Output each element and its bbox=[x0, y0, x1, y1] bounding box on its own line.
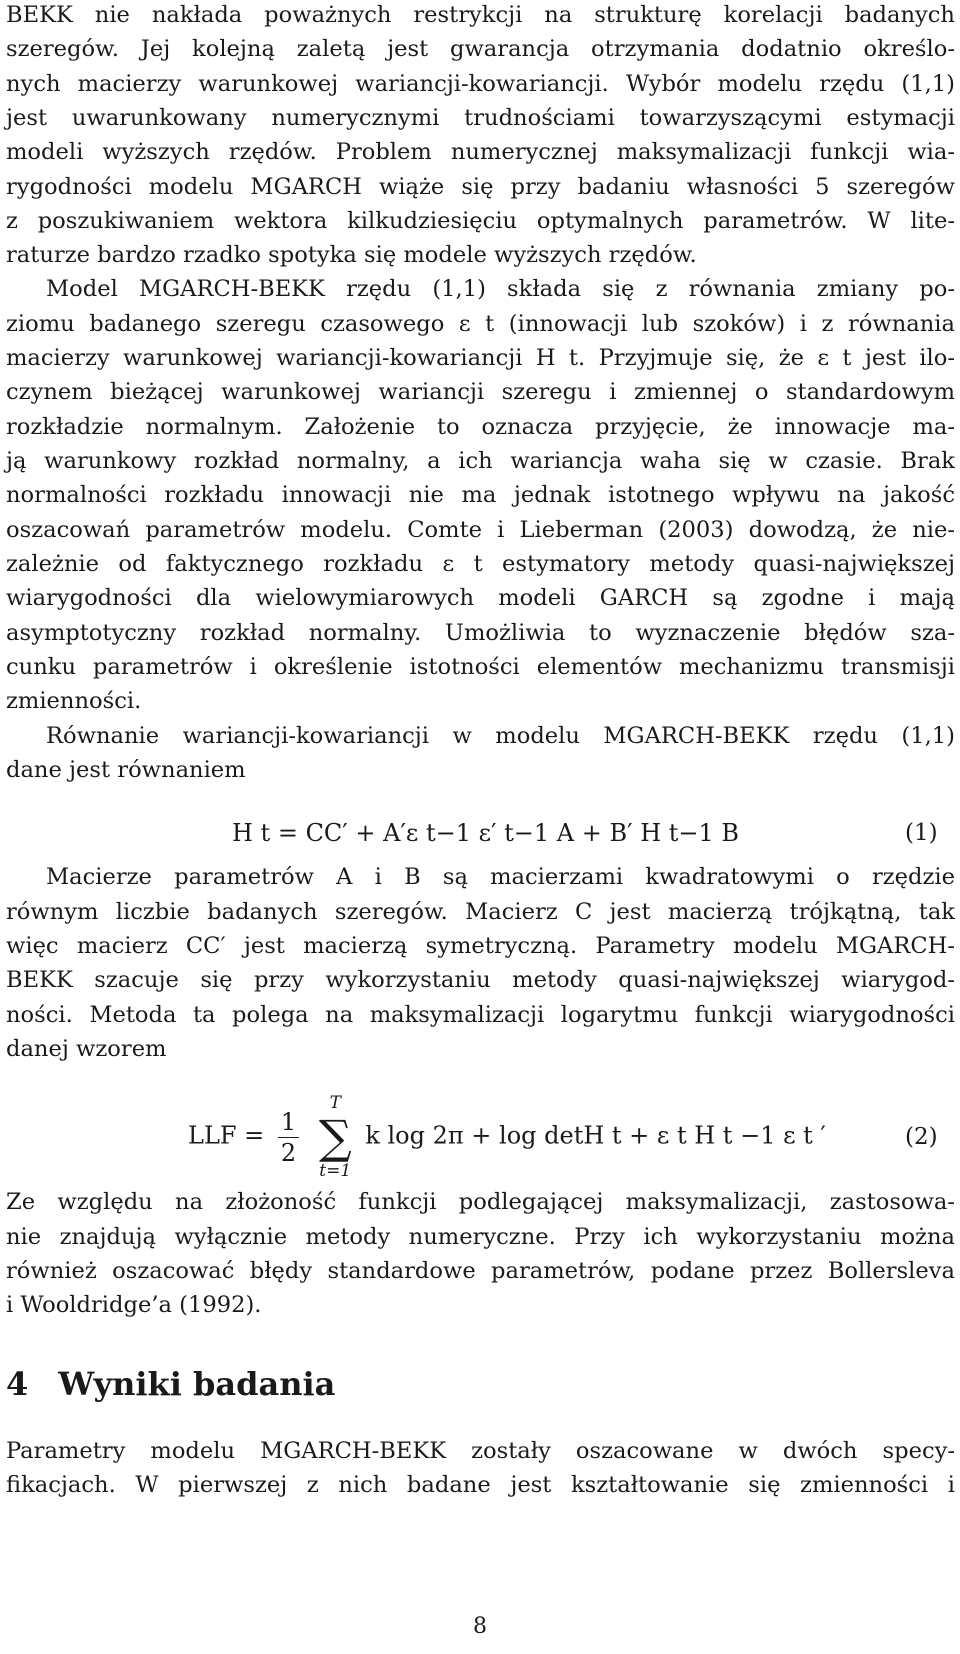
text-line: danej wzorem bbox=[6, 1036, 167, 1062]
text-line: z poszukiwaniem wektora kilkudziesięciu optymalnych parametrów. W lite- bbox=[6, 208, 955, 234]
text-line: BEKK szacuje się przy wykorzystaniu metody quasi-największej wiarygod- bbox=[6, 967, 955, 993]
equation-1-number: (1) bbox=[905, 820, 938, 846]
text-line: nych macierzy warunkowej wariancji-kowariancji. Wybór modelu rzędu (1,1) bbox=[6, 71, 955, 97]
text-line: nie znajdują wyłącznie metody numeryczne. Przy ich wykorzystaniu można bbox=[6, 1224, 955, 1250]
text-line: dane jest równaniem bbox=[6, 757, 246, 783]
text-line: normalności rozkładu innowacji nie ma jednak istotnego wpływu na jakość bbox=[6, 482, 955, 508]
text-line: również oszacować błędy standardowe parametrów, podane przez Bollersleva bbox=[6, 1258, 955, 1284]
summation-sign: ∑ bbox=[318, 1110, 352, 1164]
equation-2-number: (2) bbox=[905, 1124, 938, 1150]
text-line: jest uwarunkowany numerycznymi trudnościami towarzyszącymi estymacji bbox=[6, 105, 955, 131]
paragraph-first-line: Macierze parametrów A i B są macierzami kwadratowymi o rzędzie bbox=[46, 864, 955, 890]
text-line: Ze względu na złożoność funkcji podlegającej maksymalizacji, zastosowa- bbox=[6, 1189, 955, 1215]
text-line: więc macierz CC′ jest macierzą symetryczną. Parametry modelu MGARCH- bbox=[6, 933, 955, 959]
text-line: rozkładzie normalnym. Założenie to oznacza przyjęcie, że innowacje ma- bbox=[6, 414, 955, 440]
page-number: 8 bbox=[473, 1614, 487, 1639]
summation bbox=[319, 1091, 352, 1183]
equation-2-lhs: LLF = bbox=[188, 1121, 265, 1150]
text-line: raturze bardzo rzadko spotyka się modele wyższych rzędów. bbox=[6, 242, 697, 268]
text-line: Parametry modelu MGARCH-BEKK zostały oszacowane w dwóch specy- bbox=[6, 1438, 955, 1464]
summation-upper-limit: T bbox=[329, 1093, 341, 1113]
text-line: czynem bieżącej warunkowej wariancji szeregu i zmiennej o standardowym bbox=[6, 379, 955, 405]
text-line: cunku parametrów i określenie istotności elementów mechanizmu transmisji bbox=[6, 654, 955, 680]
summation-lower-limit: t=1 bbox=[319, 1161, 352, 1181]
text-line: ności. Metoda ta polega na maksymalizacji logarytmu funkcji wiarygodności bbox=[6, 1002, 955, 1028]
text-line: macierzy warunkowej wariancji-kowariancji H t. Przyjmuje się, że ε t jest ilo- bbox=[6, 345, 955, 371]
text-line: szeregów. Jej kolejną zaletą jest gwarancja otrzymania dodatnio określo- bbox=[6, 36, 955, 62]
text-line: fikacjach. W pierwszej z nich badane jest kształtowanie się zmienności i bbox=[6, 1472, 955, 1498]
paragraph-first-line: Równanie wariancji-kowariancji w modelu MGARCH-BEKK rzędu (1,1) bbox=[46, 723, 955, 749]
text-line: modeli wyższych rzędów. Problem numerycznej maksymalizacji funkcji wia- bbox=[6, 139, 955, 165]
text-line: rygodności modelu MGARCH wiąże się przy badaniu własności 5 szeregów bbox=[6, 174, 955, 200]
text-line: ziomu badanego szeregu czasowego ε t (innowacji lub szoków) i z równania bbox=[6, 311, 955, 337]
text-line: BEKK nie nakłada poważnych restrykcji na strukturę korelacji badanych bbox=[6, 2, 955, 28]
text-line: oszacowań parametrów modelu. Comte i Lieberman (2003) dowodzą, że nie- bbox=[6, 517, 955, 543]
text-line: asymptotyczny rozkład normalny. Umożliwia to wyznaczenie błędów sza- bbox=[6, 620, 955, 646]
section-heading bbox=[6, 1364, 335, 1404]
fraction-numerator: 1 bbox=[278, 1107, 299, 1138]
text-line: zmienności. bbox=[6, 688, 142, 714]
equation-2 bbox=[188, 1091, 826, 1183]
text-line: ją warunkowy rozkład normalny, a ich wariancja waha się w czasie. Brak bbox=[6, 448, 955, 474]
fraction bbox=[278, 1107, 299, 1168]
text-line: i Wooldridge’a (1992). bbox=[6, 1292, 262, 1318]
text-line: równym liczbie badanych szeregów. Macierz C jest macierzą trójkątną, tak bbox=[6, 899, 955, 925]
section-number: 4 bbox=[6, 1365, 29, 1403]
equation-2-body: k log 2π + log detH t + ε t H t −1 ε t ′ bbox=[365, 1121, 826, 1150]
equation-1: H t = CC′ + A′ε t−1 ε′ t−1 A + B′ H t−1 B bbox=[232, 819, 740, 847]
fraction-denominator: 2 bbox=[280, 1138, 297, 1167]
section-title: Wyniki badania bbox=[58, 1365, 336, 1403]
text-line: wiarygodności dla wielowymiarowych modeli GARCH są zgodne i mają bbox=[6, 585, 955, 611]
text-line: zależnie od faktycznego rozkładu ε t estymatory metody quasi-największej bbox=[6, 551, 955, 577]
paragraph-first-line: Model MGARCH-BEKK rzędu (1,1) składa się z równania zmiany po- bbox=[46, 276, 955, 302]
